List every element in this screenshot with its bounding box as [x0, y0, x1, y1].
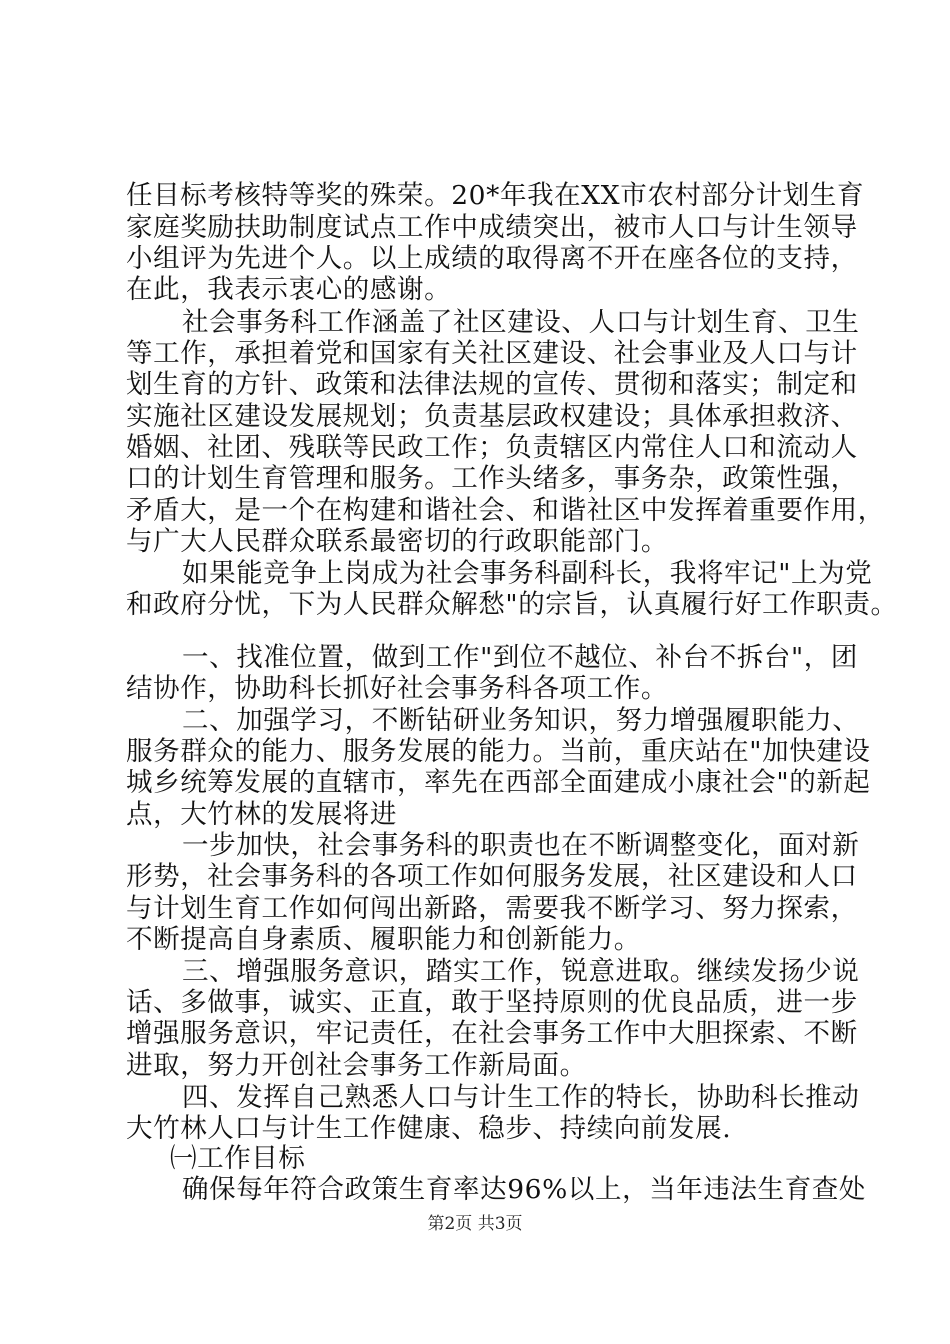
text-line: 二、加强学习，不断钻研业务知识，努力增强履职能力、 — [182, 705, 860, 736]
text-line: 矛盾大，是一个在构建和谐社会、和谐社区中发挥着重要作用， — [126, 495, 885, 526]
text-line: 小组评为先进个人。以上成绩的取得离不开在座各位的支持， — [126, 243, 858, 274]
text-line: 城乡统筹发展的直辖市，率先在西部全面建成小康社会"的新起 — [126, 767, 871, 798]
page-footer: 第2页 共3页 — [427, 1214, 523, 1234]
text-line: 大竹林人口与计生工作健康、稳步、持续向前发展. — [126, 1113, 732, 1144]
text-line: 口的计划生育管理和服务。工作头绪多，事务杂，政策性强， — [126, 463, 858, 494]
text-line: 话、多做事，诚实、正直，敢于坚持原则的优良品质，进一步 — [126, 987, 858, 1018]
text-line: 划生育的方针、政策和法律法规的宣传、贯彻和落实；制定和 — [126, 369, 858, 400]
text-line: 确保每年符合政策生育率达96%以上，当年违法生育查处 — [182, 1174, 866, 1205]
text-line: 点，大竹林的发展将进 — [126, 799, 397, 830]
text-line: 服务群众的能力、服务发展的能力。当前，重庆站在"加快建设 — [126, 736, 871, 767]
text-line: 形势，社会事务科的各项工作如何服务发展，社区建设和人口 — [126, 861, 858, 892]
text-line: 实施社区建设发展规划；负责基层政权建设；具体承担救济、 — [126, 401, 858, 432]
text-line: 四、发挥自己熟悉人口与计生工作的特长，协助科长推动 — [182, 1082, 860, 1113]
text-line: 等工作，承担着党和国家有关社区建设、社会事业及人口与计 — [126, 338, 858, 369]
text-line: 与计划生育工作如何闯出新路，需要我不断学习、努力探索， — [126, 893, 858, 924]
text-line: 增强服务意识，牢记责任，在社会事务工作中大胆探索、不断 — [126, 1018, 858, 1049]
text-line: 一、找准位置，做到工作"到位不越位、补台不拆台"，团 — [182, 642, 858, 673]
text-line: 和政府分忧，下为人民群众解愁"的宗旨，认真履行好工作职责。 — [126, 589, 898, 620]
text-line: 社会事务科工作涵盖了社区建设、人口与计划生育、卫生 — [182, 307, 860, 338]
text-line: 三、增强服务意识，踏实工作，锐意进取。继续发扬少说 — [182, 956, 860, 987]
text-line: 结协作，协助科长抓好社会事务科各项工作。 — [126, 673, 668, 704]
text-line: 婚姻、社团、残联等民政工作；负责辖区内常住人口和流动人 — [126, 432, 858, 463]
text-line: 不断提高自身素质、履职能力和创新能力。 — [126, 924, 641, 955]
text-line: 在此，我表示衷心的感谢。 — [126, 274, 452, 305]
text-line: ㈠工作目标 — [170, 1143, 306, 1174]
text-line: 一步加快，社会事务科的职责也在不断调整变化，面对新 — [182, 830, 860, 861]
text-line: 与广大人民群众联系最密切的行政职能部门。 — [126, 526, 668, 557]
text-line: 进取，努力开创社会事务工作新局面。 — [126, 1050, 587, 1081]
text-line: 家庭奖励扶助制度试点工作中成绩突出，被市人口与计生领导 — [126, 212, 858, 243]
text-line: 任目标考核特等奖的殊荣。20*年我在XX市农村部分计划生育 — [126, 180, 865, 211]
text-line: 如果能竞争上岗成为社会事务科副科长，我将牢记"上为党 — [182, 558, 873, 589]
